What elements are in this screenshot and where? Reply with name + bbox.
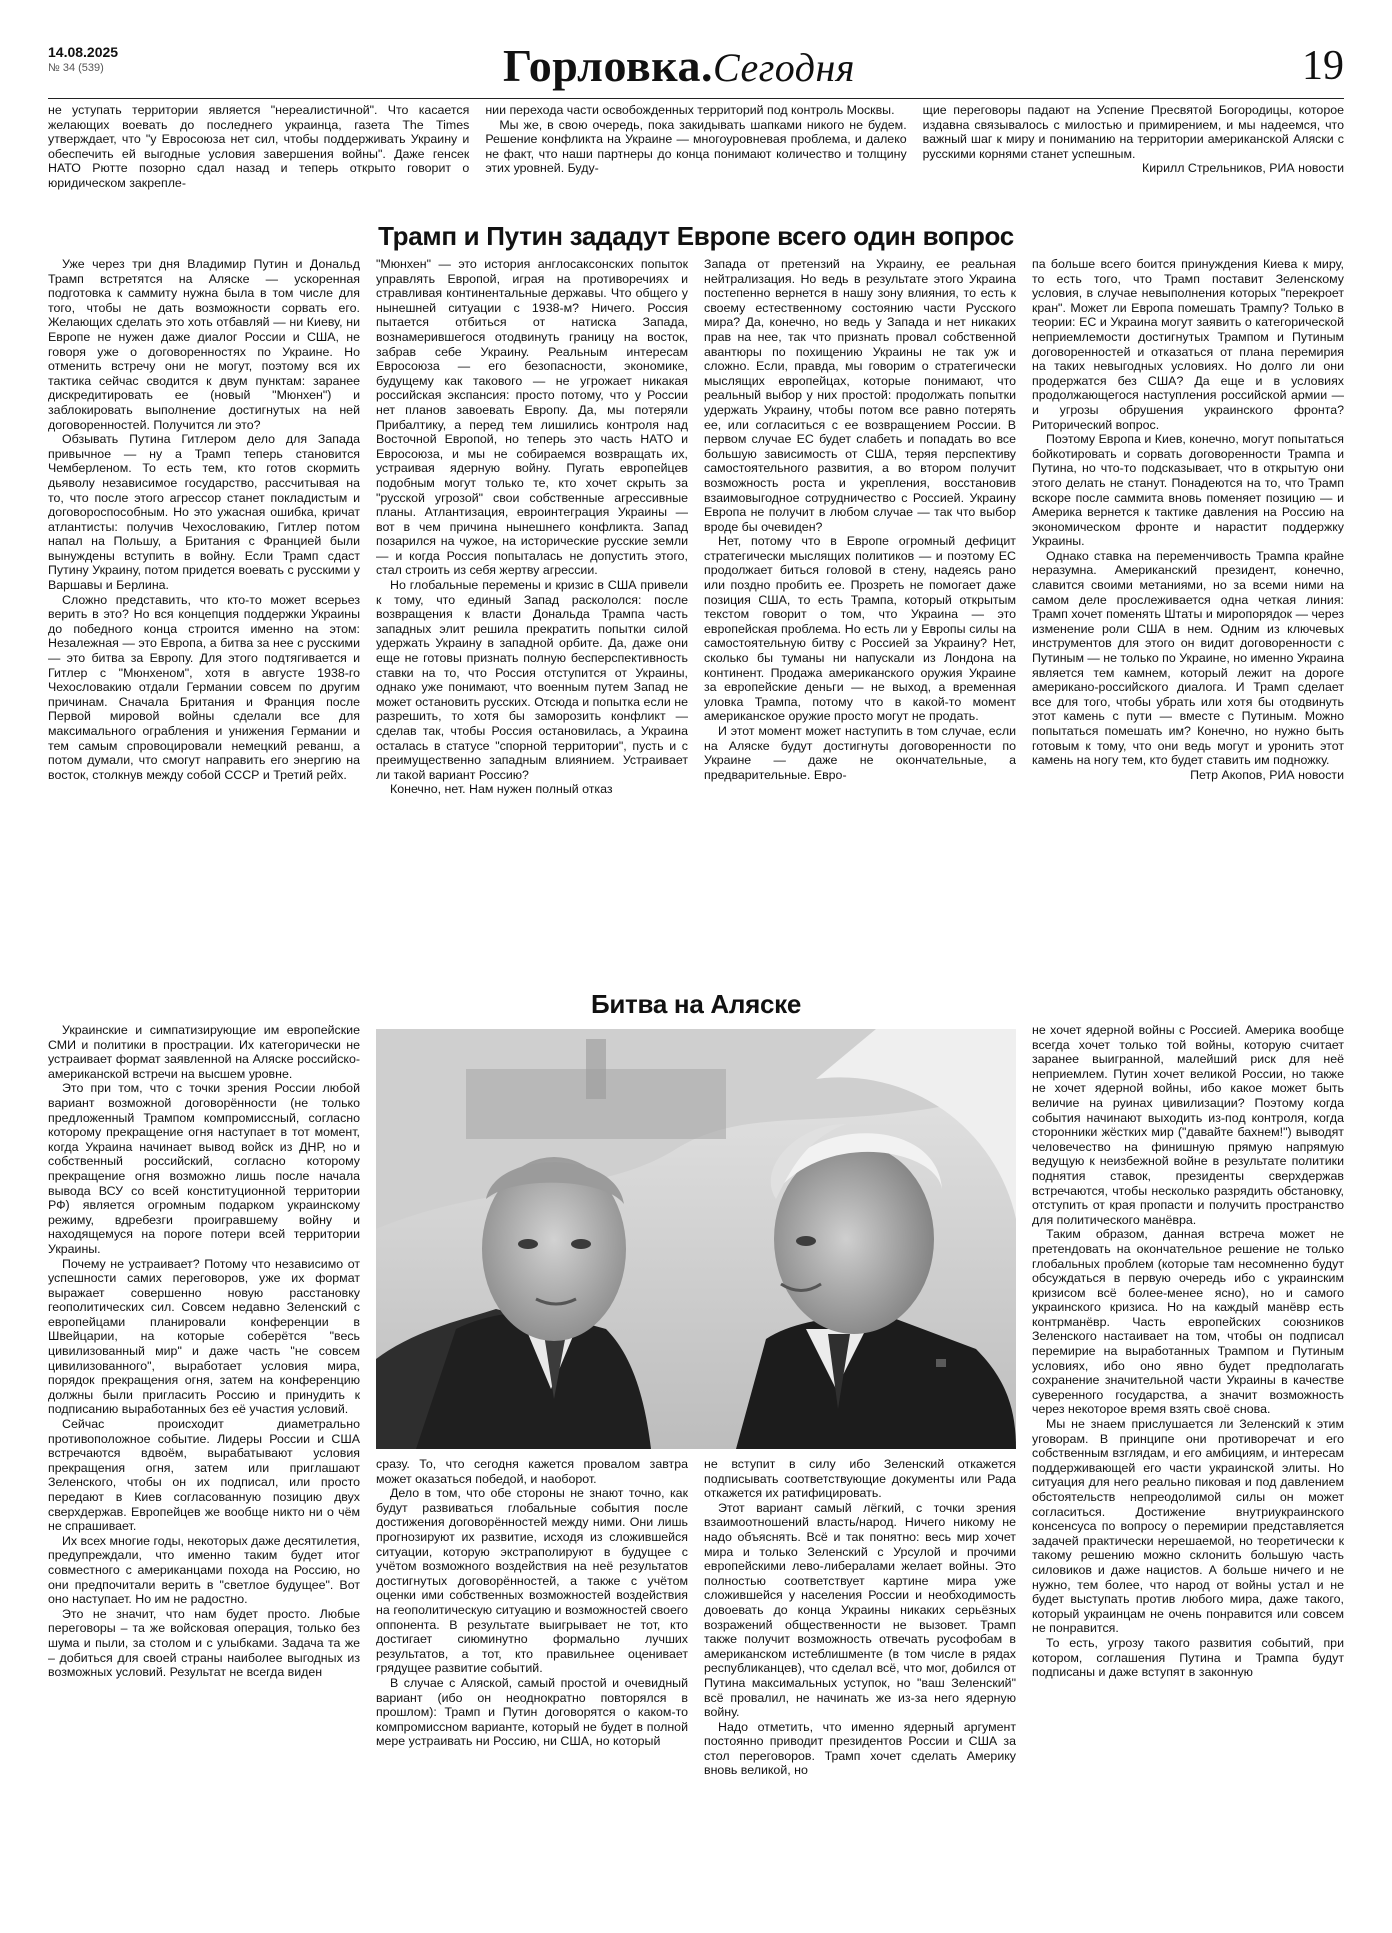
paragraph: Обзывать Путина Гитлером дело для Запада привычное — ну а Трамп теперь становится Чемберленом. То есть тем, кто готов скормить дьяволу независимое государство, рассчитывая на то, что после этого агрессор станет покладистым и договороспособным. Но это ужасная ошибка, кричат атлантисты: получив Чехословакию, Гитлер потом напал на Польшу, а Британия с Францией были вынуждены вступить в войну. Если Трамп сдаст Путину Украину, потом придется воевать с русскими у Варшавы и Берлина. bbox=[48, 432, 360, 593]
paragraph: То есть, угрозу такого развития событий, при котором, соглашения Путина и Трампа будут подписаны и даже вступят в законную bbox=[1032, 1635, 1344, 1680]
article-1-col-4 bbox=[1032, 257, 1344, 985]
article-1-col-1 bbox=[48, 257, 360, 985]
issue-number: № 34 (539) bbox=[48, 62, 104, 74]
paragraph: Сложно представить, что кто-то может всерьез верить в это? Но вся концепция поддержки Украины до победного конца строится именно на этом: Незалежная — это Европа, а битва за нее с русскими — это битва за Европу. Для этого подтягивается и Гитлер с "Мюнхеном", хотя в августе 1938-го Чехословакию отдали Германии совсем по другим причинам. Сначала Британия и Франция после Первой мировой войны сделали все для максимального ограбления и унижения Германии и тем самым спровоцировали немецкий реванш, а потом думали, что смогут направить его энергию на восток, столкнув между собой СССР и Третий рейх. bbox=[48, 592, 360, 782]
continuation-col-2 bbox=[485, 103, 906, 215]
paragraph: щие переговоры падают на Успение Пресвятой Богородицы, которое издавна связывалось с милостью и примирением, и мы надеемся, что важный шаг к миру и пониманию на территории американской Аляски с русскими корнями станет успешным. bbox=[922, 103, 1344, 161]
continuation-col-3 bbox=[923, 103, 1344, 215]
paragraph: Надо отметить, что именно ядерный аргумент постоянно приводит президентов России и США за стол переговоров. Трамп хочет сделать Америку вновь великой, но bbox=[704, 1719, 1016, 1778]
signature: Кирилл Стрельников, РИА новости bbox=[1142, 161, 1344, 176]
article-2-col-3 bbox=[704, 1457, 1016, 1933]
paragraph: Таким образом, данная встреча может не претендовать на окончательное решение не только глобальных проблем (которые там несомненно будут обсуждаться в первую очередь ибо с украинским кризисом всё более-менее ясно), но и самого украинского кризиса. Но на каждый манёвр есть контрманёвр. Часть европейских союзников Зеленского настаивает на том, чтобы он подписал перемирие на выработанных Трампом и Путиным условиях, ибо оно явно будет предполагать сохранение значительной части Украины в качестве суверенного государства, а значит возможность через некоторое время взять своё снова. bbox=[1032, 1227, 1344, 1417]
masthead bbox=[503, 38, 855, 96]
paragraph: Это при том, что с точки зрения России любой вариант возможной договорённости (не только предложенный Трампом компромиссный, согласно которому прекращение огня наступает в тот момент, когда Украина начинает вывод войск из ДНР, но и собственный российский, согласно которому прекращение огня возможно лишь после начала вывода ВСУ со всей конституционной территории РФ) является огромным подарком украинскому режиму, вдребезги проигравшему войну и находящемуся на пороге потери всей территории Украины. bbox=[48, 1081, 360, 1256]
paragraph: "Мюнхен" — это история англосаксонских попыток управлять Европой, играя на противоречиях и стравливая континентальные державы. Что общего у нынешней ситуации с 1938-м? Ничего. Россия пытается отбиться от натиска Запада, вознамерившегося отодвинуть границу на восток, забрав себе Украину. Реальным интересам Евросоюза — его безопасности, экономике, будущему как такового — не угрожает никакая российская экспансия: просто потому, что у России нет планов завоевать Европу. Да, мы потеряли Прибалтику, а перед тем лишились контроля над Восточной Европой, но теперь это часть НАТО и Евросоюза, и мы не собираемся возвращать их, устраивая ядерную войну. Пугать европейцев подобным могут только те, кто хочет скрыть за "русской угрозой" свои собственные агрессивные планы. Атлантизация, евроинтеграция Украины — вот в чем причина нынешнего конфликта. Запад позарился на чужое, на исторические русские земли — и когда Россия попыталась не допустить этого, стал строить из себя жертву агрессии. bbox=[376, 257, 688, 578]
paragraph: Нет, потому что в Европе огромный дефицит стратегически мыслящих политиков — и поэтому ЕС продолжает биться головой в стену, надеясь рано или поздно пробить ее. Прозреть не помогает даже позиция США, то есть Трампа, который открытым текстом говорит о том, что Украина — это европейская проблема. Но есть ли у Европы силы на самостоятельную битву с Россией за Украину? Нет, сколько бы туманы ни напускали из Лондона на континент. Продажа американского оружия Украине за европейские деньги — не выход, а временная уловка Трампа, потому что в какой-то момент американское оружие просто могут не продать. bbox=[704, 534, 1016, 724]
article-1-col-3 bbox=[704, 257, 1016, 985]
paragraph: Почему не устраивает? Потому что независимо от успешности самих переговоров, уже их формат выражает совершенно новую расстановку геополитических сил. Совсем недавно Зеленский с европейцами планировали конференции в Швейцарии, на которые соберётся "весь цивилизованный мир" и даже часть "не совсем цивилизованного", выработает условия мира, порядок прекращения огня, затем на конференцию должны были пригласить Россию и принудить к подписанию выработанных без её участия условий. bbox=[48, 1256, 360, 1417]
article-2-col-1 bbox=[48, 1023, 360, 1933]
paragraph: Поэтому Европа и Киев, конечно, могут попытаться бойкотировать и сорвать договоренности Трампа и Путина, но что-то подсказывает, что в открытую они этого делать не станут. Понадеются на то, что Трамп вскоре после саммита вновь поменяет позицию — и Америка вернется к тактике давления на Россию на экономическом фронте и нарастит поддержку Украины. bbox=[1032, 432, 1344, 549]
page-number: 19 bbox=[1302, 43, 1344, 89]
article-2-col-4 bbox=[1032, 1023, 1344, 1933]
issue-date: 14.08.2025 bbox=[48, 44, 119, 60]
article-2-col-2 bbox=[376, 1457, 688, 1933]
paragraph: Но глобальные перемены и кризис в США привели к тому, что единый Запад раскололся: после возвращения к власти Дональда Трампа часть западных элит решила прекратить попытки силой удержать Украину в западной орбите. Да, даже они еще не готовы признать полную бесперспективность ставки на то, что Россия отступится от Украины, однако уже понимают, что военным путем Запад не может остановить русских. Отсюда и попытка если не разрешить, то хотя бы заморозить конфликт — сделав так, чтобы Россия остановилась, а Украина осталась в статусе "спорной территории", пусть и с преимущественно западным влиянием. Устраивает ли такой вариант Россию? bbox=[376, 578, 688, 782]
paragraph: В случае с Аляской, самый простой и очевидный вариант (ибо он неоднократно повторялся в прошлом): Трамп и Путин договорятся о каком-то компромиссном варианте, который не будет в полной мере устраивать ни Россию, ни США, но который bbox=[376, 1675, 688, 1749]
paragraph: Их всех многие годы, некоторых даже десятилетия, предупреждали, что именно таким будет итог совместного с американцами похода на Россию, но они предпочитали верить в "светлое будущее". Вот оно наступает. Но им не радостно. bbox=[48, 1533, 360, 1607]
masthead-dot: . bbox=[700, 40, 713, 91]
top-continuation bbox=[48, 103, 1344, 215]
masthead-sub: Сегодня bbox=[712, 45, 855, 90]
paragraph: Украинские и симпатизирующие им европейские СМИ и политики в прострации. Их категорически не устраивает формат заявленной на Аляске российско-американской встречи на высшем уровне. bbox=[48, 1023, 360, 1081]
paragraph: сразу. То, что сегодня кажется провалом завтра может оказаться победой, и наоборот. bbox=[376, 1457, 688, 1486]
page-header bbox=[48, 38, 1344, 99]
signature: Петр Акопов, РИА новости bbox=[1190, 767, 1344, 782]
paragraph: па больше всего боится принуждения Киева к миру, то есть того, что Трамп поставит Зеленскому условия, в случае невыполнения которых "перекроет кран". Может ли Европа помешать Трампу? Только в теории: ЕС и Украина могут заявить о категорической неприемлемости достигнутых Трампом и Путиным договоренностей и отказаться от плана перемирия на таких невыгодных условиях. Но долго ли они продержатся без США? Да еще и в условиях продолжающегося наступления российской армии — и угрозы обрушения украинского фронта? Риторический вопрос. bbox=[1032, 257, 1344, 432]
photo-leaders-icon bbox=[376, 1029, 1016, 1449]
article-headline: Трамп и Путин зададут Европе всего один вопрос bbox=[378, 221, 1014, 251]
article-1-body bbox=[48, 257, 1344, 985]
paragraph: не уступать территории является "нереалистичной". Что касается желающих воевать до последнего украинца, газета The Times утверждает, что "у Евросоюза нет сил, чтобы поддерживать Украину и обеспечить ей выгодные условия завершения войны". Даже генсек НАТО Рютте позорно сдал назад и теперь открыто говорит о юридическом закрепле- bbox=[48, 103, 470, 190]
paragraph: Мы не знаем прислушается ли Зеленский к этим уговорам. В принципе они противоречат и его собственным взглядам, и его амбициям, и интересам поддерживающей его части украинской элиты. Но ситуация для него реально пиковая и под давлением обстоятельств непреодолимой силы он может согласиться. Достижение внутриукраинского консенсуса по вопросу о перемирии представляется задачей практически нерешаемой, но теоретически к такому решению можно склонить большую часть силовиков и даже нацистов. А больше ничего и не нужно, тем более, что народ от войны устал и не будет выступать против любого мира, даже такого, который украинцам не очень понравится или совсем не понравится. bbox=[1032, 1417, 1344, 1636]
paragraph: Запада от претензий на Украину, ее реальная нейтрализация. Но ведь в результате этого Украина постепенно вернется в нашу зону влияния, то есть к своему естественному состоянию части Русского мира? Да, конечно, но ведь у Запада и нет никаких прав на нее, так что признать провал собственной авантюры по похищению Украины не так уж и сложно. Если, правда, мы говорим о стратегически мыслящих европейцах, которые понимают, что реальный выбор у них простой: продолжать попытки удержать Украину, чтобы потом все равно потерять ее, или согласиться с ее возвращением России. В первом случае ЕС будет слабеть и попадать во все большую зависимость от США, теряя перспективу самостоятельного развития, а во втором получит возможность роста и укрепления, восстановив взаимовыгодное сотрудничество с Россией. Украину Европа не получит в любом случае — так что выбор вроде бы очевиден? bbox=[704, 257, 1016, 534]
article-1-col-2 bbox=[376, 257, 688, 985]
paragraph: И этот момент может наступить в том случае, если на Аляске будут достигнуты договоренности по Украине — даже не окончательные, а предварительные. Евро- bbox=[704, 724, 1016, 782]
paragraph: Уже через три дня Владимир Путин и Дональд Трамп встретятся на Аляске — ускоренная подготовка к саммиту нужна была в том числе для того, чтобы не дать возможности сорвать его. Желающих сделать это хоть отбавляй — ни Киеву, ни Европе не нужен даже диалог России и США, не говоря уже о договоренностях по Украине. Но отменить встречу они не могут, поэтому вся их тактика сейчас сводится к двум пунктам: заранее дискредитировать ее (новый "Мюнхен") и заблокировать выполнение достигнутых на ней договоренностей. Получится ли это? bbox=[48, 257, 360, 432]
paragraph: Это не значит, что нам будет просто. Любые переговоры – та же войсковая операция, только без шума и пыли, за столом и с улыбками. Задача та же – добиться для своей страны наиболее выгодных из возможных условий. Результат не всегда виден bbox=[48, 1606, 360, 1680]
article-headline: Битва на Аляске bbox=[590, 989, 801, 1019]
paragraph: Сейчас происходит диаметрально противоположное событие. Лидеры России и США встречаются вдвоём, вырабатывают условия прекращения огня, затем или приглашают Зеленского, чтобы он их подписал, или просто передают в Киев согласованную позицию двух сверхдержав. Европейцев же вообще никто ни о чём не спрашивает. bbox=[48, 1417, 360, 1534]
paragraph: Дело в том, что обе стороны не знают точно, как будут развиваться глобальные события после достижения договорённостей между ними. Они лишь прогнозируют их развитие, исходя из сложившейся ситуации, которую экстраполируют в будущее с учётом возможного воздействия на неё результатов достигнутых договорённостей, а также с учётом оценки ими собственных возможностей воздействия на геополитическую ситуацию и возможностей своего оппонента. В результате выигрывает не тот, кто достигает сиюминутно формально лучших результатов, а тот, кто правильнее оценивает грядущее развитие событий. bbox=[376, 1486, 688, 1676]
newspaper-page bbox=[48, 38, 1344, 1898]
paragraph: не вступит в силу ибо Зеленский откажется подписывать соответствующие документы или Рада откажется их ратифицировать. bbox=[704, 1457, 1016, 1501]
paragraph: Конечно, нет. Нам нужен полный отказ bbox=[390, 782, 613, 797]
paragraph: нии перехода части освобожденных территорий под контроль Москвы. bbox=[485, 103, 895, 117]
paragraph: Этот вариант самый лёгкий, с точки зрения взаимоотношений власть/народ. Ничего никому не надо объяснять. Всё и так понятно: весь мир хочет мира и только Зеленский с Урсулой и прочими европейскими лево-либералами желает войны. Это полностью соответствует картине мира уже сложившейся у населения России и необходимость довоевать до конца Украины никаких серьёзных возражений общественности не вызовет. Трамп также получит возможность отвечать русофобам в американском истеблишменте (в том числе в рядах республиканцев), что сделал всё, что мог, добился от Путина максимальных уступок, но "ваш Зеленский" всё провалил, не начинать же из-за него ядерную войну. bbox=[704, 1500, 1016, 1720]
masthead-main: Горловка bbox=[503, 40, 701, 91]
continuation-col-1 bbox=[48, 103, 469, 215]
paragraph: не хочет ядерной войны с Россией. Америка вообще всегда хочет только той войны, которую считает заранее выигранной, малейший риск для неё неприемлем. Путин хочет великой России, но также не хочет ядерной войны, ибо какое может быть величие на руинах цивилизации? Поэтому когда события начинают выходить из-под контроля, когда сторонники жёстких мир ("давайте бахнем!") выводят человечество на финишную прямую напрямую ведущую к неизбежной войне в результате политики поднятия ставок, президенты сверхдержав встречаются, чтобы несколько разрядить обстановку, отступить от края пропасти и получить пространство для политического манёвра. bbox=[1032, 1023, 1344, 1227]
paragraph: Мы же, в свою очередь, пока закидывать шапками никого не будем. Решение конфликта на Украине — многоуровневая проблема, и далеко не факт, что наши партнеры до конца понимают количество и толщину этих уровней. Буду- bbox=[485, 117, 907, 176]
paragraph: Однако ставка на переменчивость Трампа крайне неразумна. Американский президент, конечно, славится своими метаниями, но за всеми ними на самом деле прослеживается одна четкая линия: Трамп хочет поменять Штаты и миропорядок — через изменение роли США в нем. Одним из ключевых инструментов для этого он видит договоренности с Путиным — не только по Украине, но именно Украина является тем камнем, который лежит на дороге американо-российского диалога. И Трамп сделает все для того, чтобы убрать или хотя бы отодвинуть этот камень с пути — вместе с Путиным. Можно попытаться помешать им? Конечно, но нужно быть готовым к тому, что они ведь могут и уронить этот камень на ногу тем, кто будет ставить им подножку. bbox=[1032, 548, 1344, 768]
article-2-body bbox=[48, 1023, 1344, 1933]
